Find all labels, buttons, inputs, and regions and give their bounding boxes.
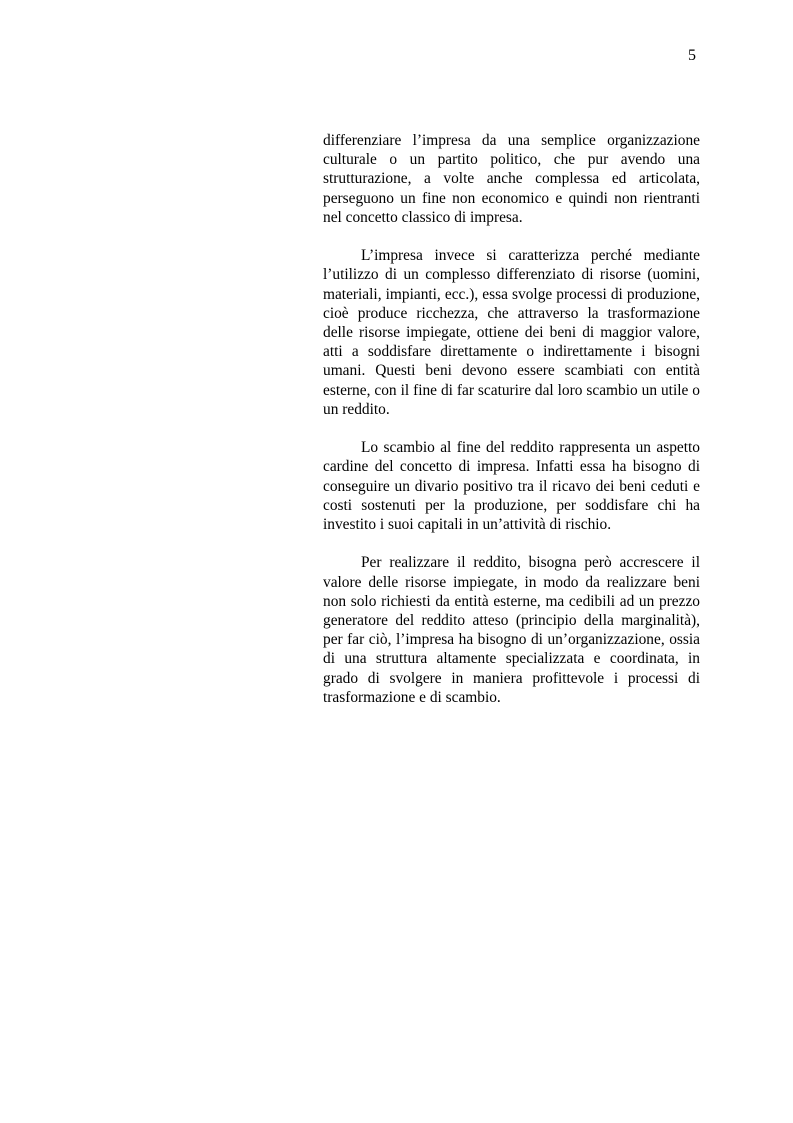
- paragraph-continuation: differenziare l’impresa da una semplice organizzazione culturale o un partito politico, che pur avendo una strutturazione, a volte anche complessa ed articolata, perseguono un fine non economico e quindi non rientranti nel concetto classico di impresa.: [323, 132, 700, 226]
- paragraph-scambio-reddito: Lo scambio al fine del reddito rappresenta un aspetto cardine del concetto di impresa. Infatti essa ha bisogno di conseguire un divario positivo tra il ricavo dei beni ceduti e costi sostenuti per la produzione, per soddisfare chi ha investito i suoi capitali in un’attività di rischio.: [323, 439, 700, 534]
- body-text: [323, 131, 700, 726]
- paragraph-impresa-definition: L’impresa invece si caratterizza perché mediante l’utilizzo di un complesso differenziato di risorse (uomini, materiali, impianti, ecc.), essa svolge processi di produzione, cioè produce ricchezza, che attraverso la trasformazione delle risorse impiegate, ottiene dei beni di maggior valore, atti a soddisfare direttamente o indirettamente i bisogni umani. Questi beni devono essere scambiati con entità esterne, con il fine di far scaturire dal loro scambio un utile o un reddito.: [323, 247, 700, 418]
- paragraph-organizzazione: Per realizzare il reddito, bisogna però accrescere il valore delle risorse impiegate, in modo da realizzare beni non solo richiesti da entità esterne, ma cedibili ad un prezzo generatore del reddito atteso (principio della marginalità), per far ciò, l’impresa ha bisogno di un’organizzazione, ossia di una struttura altamente specializzata e coordinata, in grado di svolgere in maniera profittevole i processi di trasformazione e di scambio.: [323, 554, 700, 706]
- page-number: 5: [688, 47, 696, 64]
